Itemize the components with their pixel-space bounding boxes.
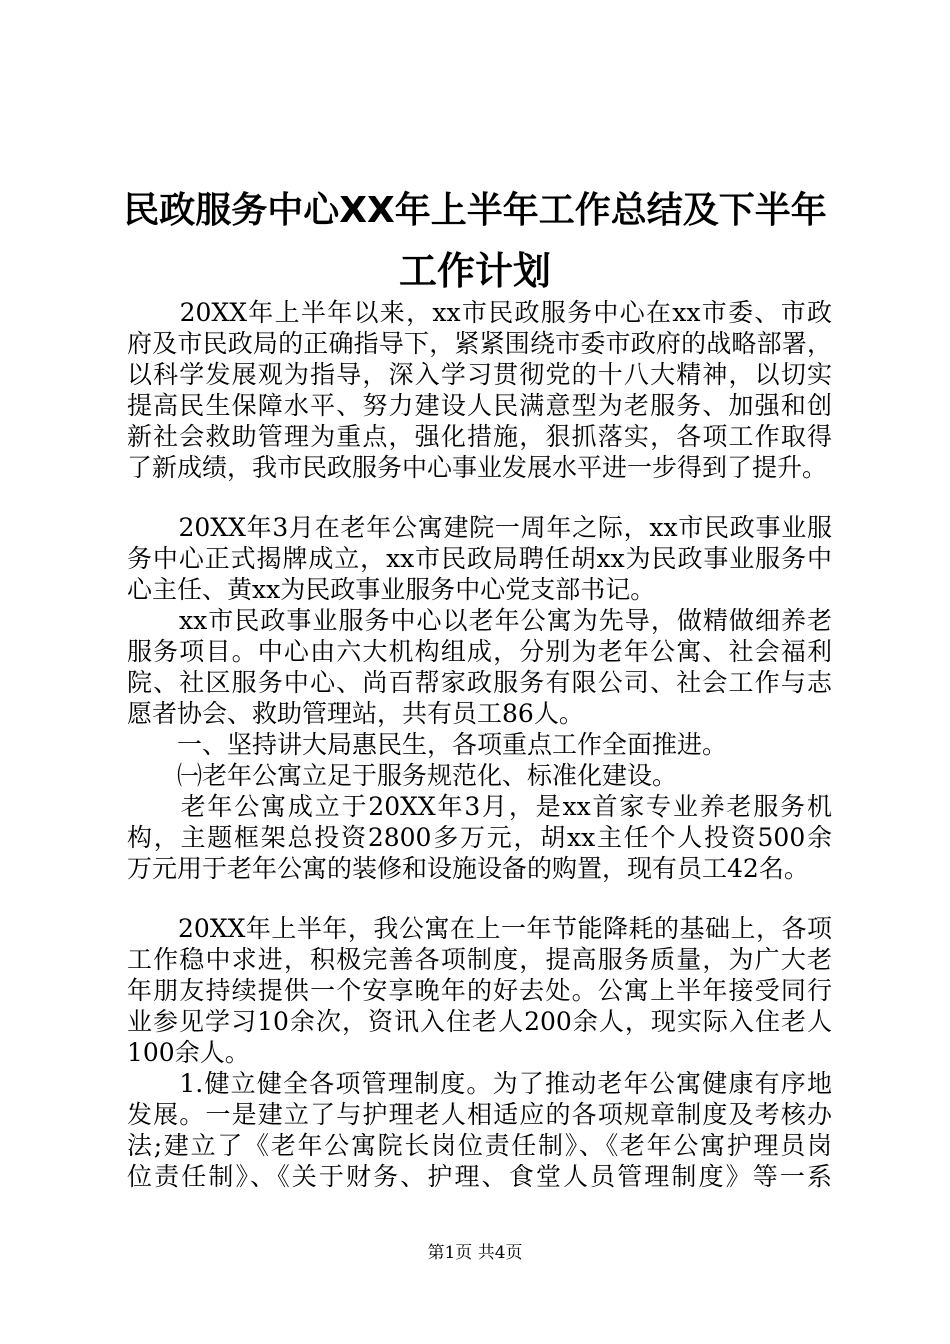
body-text-line: 提高民生保障水平、努力建设人民满意型为老服务、加强和创 bbox=[127, 391, 832, 420]
body-text-line: 心主任、黄xx为民政事业服务中心党支部书记。 bbox=[127, 575, 656, 604]
body-text-line: 年朋友持续提供一个安享晚年的好去处。公寓上半年接受同行 bbox=[127, 976, 832, 1005]
body-text-line: 工作稳中求进，积极完善各项制度，提高服务质量，为广大老 bbox=[127, 945, 832, 974]
body-text-line: 务中心正式揭牌成立，xx市民政局聘任胡xx为民政事业服务中 bbox=[127, 544, 832, 573]
body-text-line: 新社会救助管理为重点，强化措施，狠抓落实，各项工作取得 bbox=[127, 422, 832, 451]
body-text-line: 法;建立了《老年公寓院长岗位责任制》、《老年公寓护理员岗 bbox=[127, 1131, 832, 1160]
body-text-line: 20XX年3月在老年公寓建院一周年之际，xx市民政事业服 bbox=[127, 513, 832, 542]
body-text-line: 100余人。 bbox=[127, 1038, 250, 1067]
body-text-line: 老年公寓成立于20XX年3月，是xx首家专业养老服务机 bbox=[127, 792, 832, 821]
page-footer: 第1页 共4页 bbox=[427, 1243, 523, 1263]
body-text-line: 构，主题框架总投资2800多万元，胡xx主任个人投资500余 bbox=[127, 823, 832, 852]
body-text-line: 发展。一是建立了与护理老人相适应的各项规章制度及考核办 bbox=[127, 1100, 832, 1129]
body-text-line: ㈠老年公寓立足于服务规范化、标准化建设。 bbox=[127, 761, 678, 790]
body-text-line: 愿者协会、救助管理站，共有员工86人。 bbox=[127, 699, 584, 728]
body-text-line: 1.健立健全各项管理制度。为了推动老年公寓健康有序地 bbox=[127, 1069, 832, 1098]
body-text-line: 业参见学习10余次，资讯入住老人200余人，现实际入住老人 bbox=[127, 1007, 832, 1036]
body-text-line: 以科学发展观为指导，深入学习贯彻党的十八大精神，以切实 bbox=[127, 360, 832, 389]
body-text-line: 位责任制》、《关于财务、护理、食堂人员管理制度》等一系 bbox=[127, 1162, 832, 1191]
body-text-line: 院、社区服务中心、尚百帮家政服务有限公司、社会工作与志 bbox=[127, 668, 832, 697]
body-text-line: 20XX年上半年以来，xx市民政服务中心在xx市委、市政 bbox=[127, 298, 832, 327]
document-title-line-2: 工作计划 bbox=[398, 249, 551, 293]
document-title-line-1: 民政服务中心XX年上半年工作总结及下半年 bbox=[123, 190, 827, 231]
body-text-line: 万元用于老年公寓的装修和设施设备的购置，现有员工42名。 bbox=[127, 854, 809, 883]
body-text-line: 一、坚持讲大局惠民生，各项重点工作全面推进。 bbox=[127, 730, 728, 759]
body-text-line: 府及市民政局的正确指导下，紧紧围绕市委市政府的战略部署， bbox=[127, 329, 832, 358]
body-text-line: 20XX年上半年，我公寓在上一年节能降耗的基础上，各项 bbox=[127, 914, 832, 943]
body-text-line: xx市民政事业服务中心以老年公寓为先导，做精做细养老 bbox=[127, 606, 832, 635]
body-text-line: 了新成绩，我市民政服务中心事业发展水平进一步得到了提升。 bbox=[127, 453, 828, 482]
body-text-line: 服务项目。中心由六大机构组成，分别为老年公寓、社会福利 bbox=[127, 637, 832, 666]
